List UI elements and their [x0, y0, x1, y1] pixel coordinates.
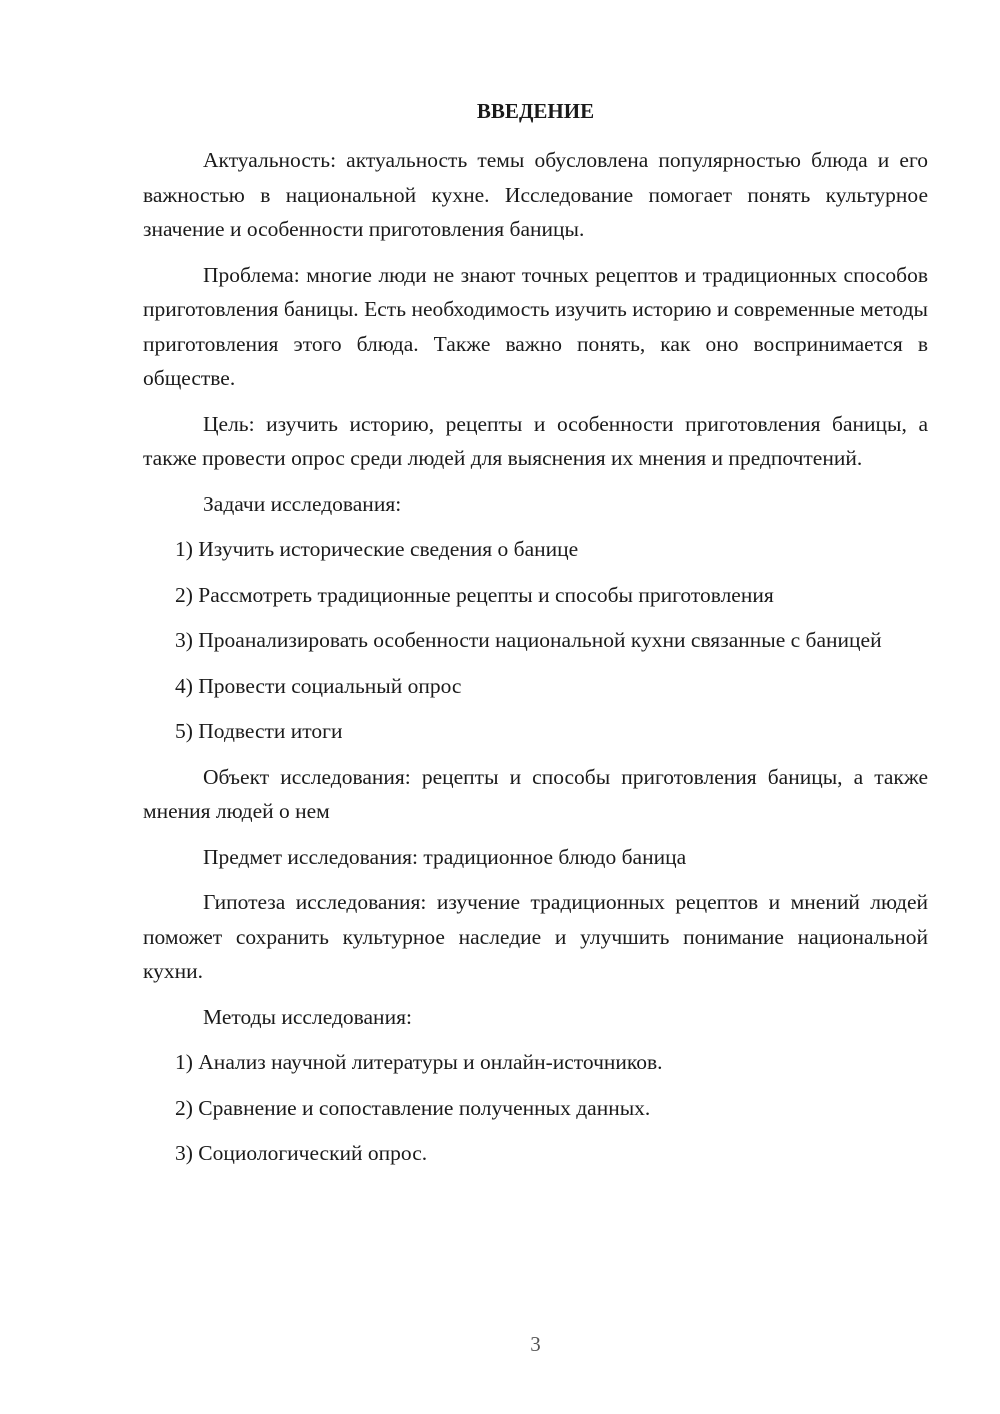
- paragraph: Цель: изучить историю, рецепты и особенности приготовления баницы, а также провести опрос среди людей для выяснения их мнения и предпочтений.: [143, 411, 928, 470]
- paragraph: Проблема: многие люди не знают точных рецептов и традиционных способов приготовления баницы. Есть необходимость изучить историю и современные методы приготовления этого блюда. Также важно понять, как оно воспринимается в обществе.: [143, 262, 928, 390]
- paragraph: Гипотеза исследования: изучение традиционных рецептов и мнений людей поможет сохранить культурное наследие и улучшить понимание национальной кухни.: [143, 890, 928, 983]
- list-item: 2) Сравнение и сопоставление полученных данных.: [175, 1095, 651, 1120]
- section-title: ВВЕДЕНИЕ: [476, 99, 595, 123]
- list-item: 4) Провести социальный опрос: [175, 673, 462, 698]
- list-item: 3) Проанализировать особенности национальной кухни связанные с баницей: [175, 628, 882, 652]
- list-item: 3) Социологический опрос.: [175, 1141, 428, 1165]
- paragraph: Методы исследования:: [203, 1004, 412, 1029]
- paragraph: Объект исследования: рецепты и способы приготовления баницы, а также мнения людей о нем: [143, 764, 928, 823]
- list-item: 2) Рассмотреть традиционные рецепты и способы приготовления: [175, 582, 774, 607]
- page-number: 3: [530, 1332, 541, 1356]
- document-page: [143, 0, 928, 1414]
- paragraph: Предмет исследования: традиционное блюдо баница: [203, 844, 687, 869]
- paragraph: Актуальность: актуальность темы обусловлена популярностью блюда и его важностью в национальной кухне. Исследование помогает понять культурное значение и особенности приготовления баницы.: [143, 148, 928, 241]
- list-item: 5) Подвести итоги: [175, 719, 343, 743]
- list-item: 1) Изучить исторические сведения о банице: [175, 537, 579, 561]
- document-body: [143, 143, 928, 1182]
- paragraph: Задачи исследования:: [203, 491, 402, 516]
- list-item: 1) Анализ научной литературы и онлайн-источников.: [175, 1050, 663, 1074]
